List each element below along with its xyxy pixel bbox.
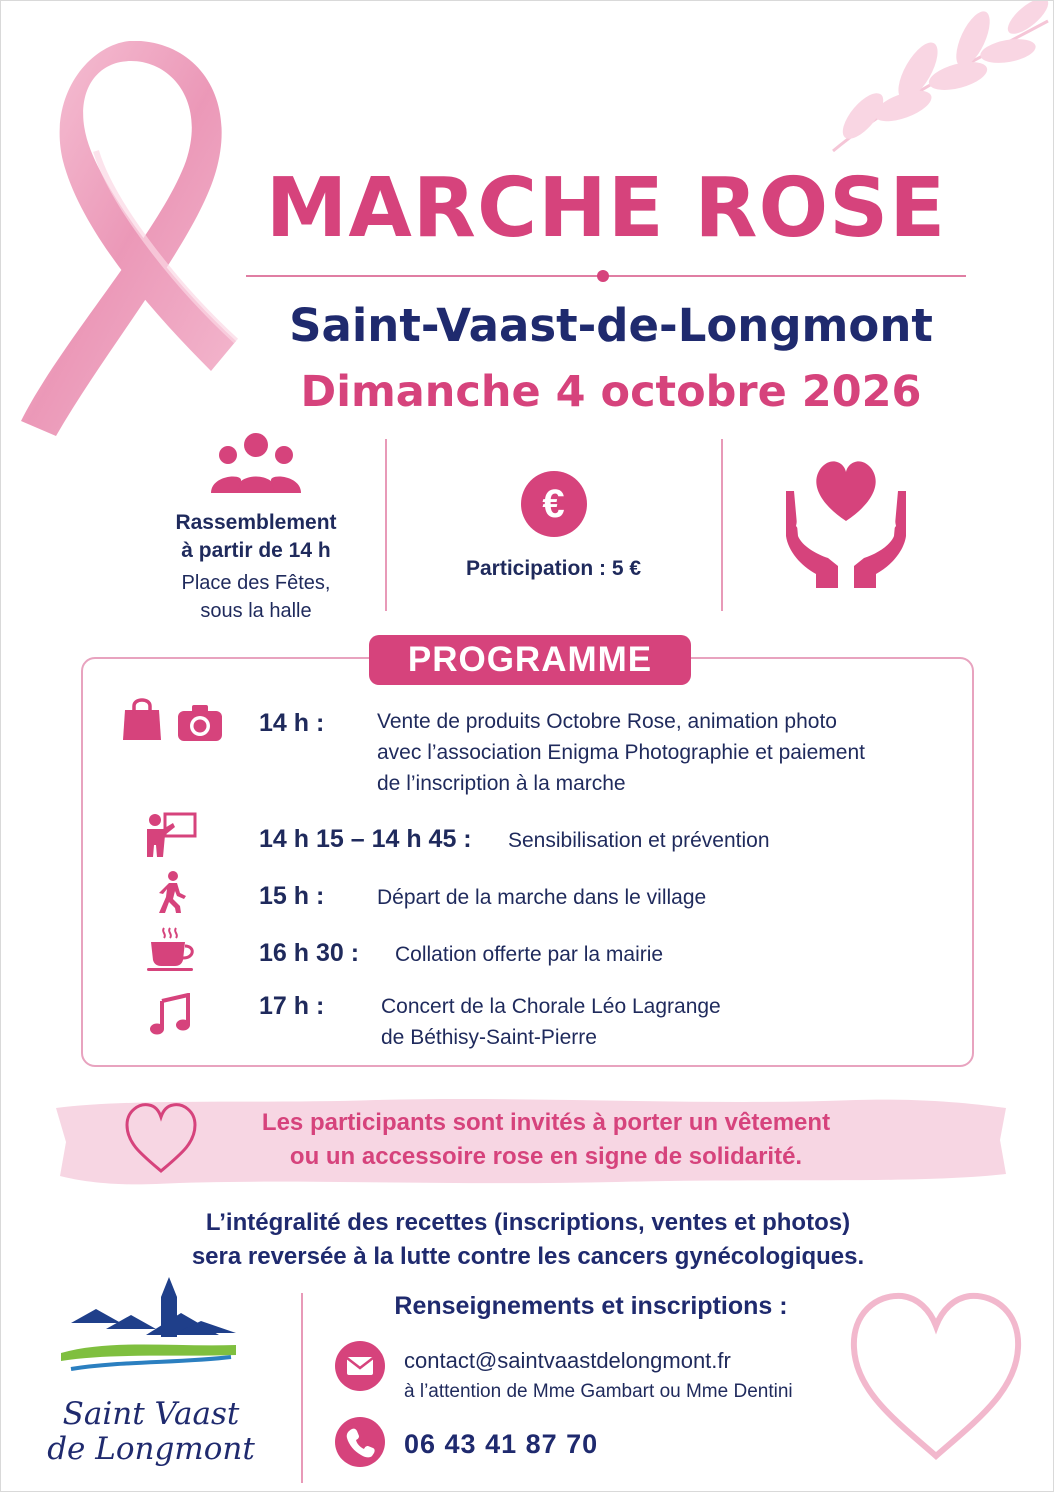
- gathering-line1: Rassemblement: [175, 511, 337, 534]
- solidarity-line2: ou un accessoire rose en signe de solidarité.: [289, 1143, 803, 1170]
- fund-line2: sera reversée à la lutte contre les cancers gynécologiques.: [191, 1243, 865, 1270]
- event-date: Dimanche 4 octobre 2026: [300, 367, 922, 417]
- music-note-icon: [150, 993, 190, 1035]
- programme-desc-1: [377, 706, 865, 799]
- shopping-bag-icon: [121, 696, 163, 742]
- participation-text: Participation : 5 €: [465, 557, 642, 580]
- walking-icon: [153, 871, 189, 913]
- programme-label: PROGRAMME: [369, 635, 691, 685]
- programme-desc-3: Départ de la marche dans le village: [377, 886, 707, 909]
- divider-dot: [597, 270, 609, 282]
- logo-line1: Saint Vaast: [62, 1396, 240, 1432]
- info-separator-1: [385, 439, 387, 611]
- location-title: Saint-Vaast-de-Longmont: [289, 299, 933, 352]
- poster-title: MARCHE ROSE: [265, 161, 947, 256]
- programme-time-3: 15 h :: [259, 882, 325, 910]
- programme-desc-2: Sensibilisation et prévention: [508, 829, 770, 852]
- coffee-cup-icon: [147, 926, 197, 972]
- heart-in-hands-icon: [776, 446, 916, 591]
- gathering-line2: à partir de 14 h: [181, 539, 331, 562]
- fund-text: [61, 1206, 995, 1274]
- info-separator-2: [721, 439, 723, 611]
- heart-outline-icon: [121, 1099, 201, 1179]
- euro-icon: €: [521, 471, 587, 537]
- place-line2: sous la halle: [200, 600, 312, 622]
- logo-line2: de Longmont: [47, 1431, 255, 1467]
- solidarity-text: [201, 1106, 891, 1174]
- contact-attention: à l’attention de Mme Gambart ou Mme Dentini: [404, 1381, 793, 1402]
- programme-desc-5-line1: Concert de la Chorale Léo Lagrange: [381, 995, 721, 1018]
- footer-separator: [301, 1293, 303, 1483]
- programme-time-4: 16 h 30 :: [259, 939, 360, 967]
- contact-phone[interactable]: 06 43 41 87 70: [404, 1429, 599, 1459]
- programme-time-1: 14 h :: [259, 709, 325, 737]
- gathering-info: [111, 431, 401, 625]
- place-line1: Place des Fêtes,: [181, 572, 331, 594]
- heart-hands-info: [731, 446, 961, 591]
- email-icon: [335, 1341, 385, 1391]
- pink-ribbon-icon: [1, 41, 271, 441]
- participation-info: [396, 471, 711, 583]
- programme-desc-4: Collation offerte par la mairie: [395, 943, 664, 966]
- fund-line1: L’intégralité des recettes (inscriptions, ventes et photos): [205, 1209, 851, 1236]
- contact-email[interactable]: contact@saintvaastdelongmont.fr: [404, 1348, 731, 1373]
- programme-desc-5: [381, 991, 721, 1053]
- phone-icon: [335, 1417, 385, 1467]
- programme-desc-1-line1: Vente de produits Octobre Rose, animation photo: [377, 710, 837, 733]
- programme-desc-1-line2: avec l’association Enigma Photographie et paiement: [377, 741, 865, 764]
- leaves-decoration-icon: [793, 1, 1053, 161]
- programme-desc-1-line3: de l’inscription à la marche: [377, 772, 626, 795]
- presenter-icon: [143, 811, 197, 859]
- programme-time-2: 14 h 15 – 14 h 45 :: [259, 825, 472, 853]
- group-people-icon: [211, 431, 301, 501]
- decorative-heart-icon: [846, 1286, 1026, 1466]
- camera-icon: [177, 704, 223, 742]
- programme-desc-5-line2: de Béthisy-Saint-Pierre: [381, 1026, 597, 1049]
- programme-time-5: 17 h :: [259, 992, 325, 1020]
- solidarity-line1: Les participants sont invités à porter un vêtement: [261, 1109, 831, 1136]
- contact-title: Renseignements et inscriptions :: [394, 1292, 788, 1320]
